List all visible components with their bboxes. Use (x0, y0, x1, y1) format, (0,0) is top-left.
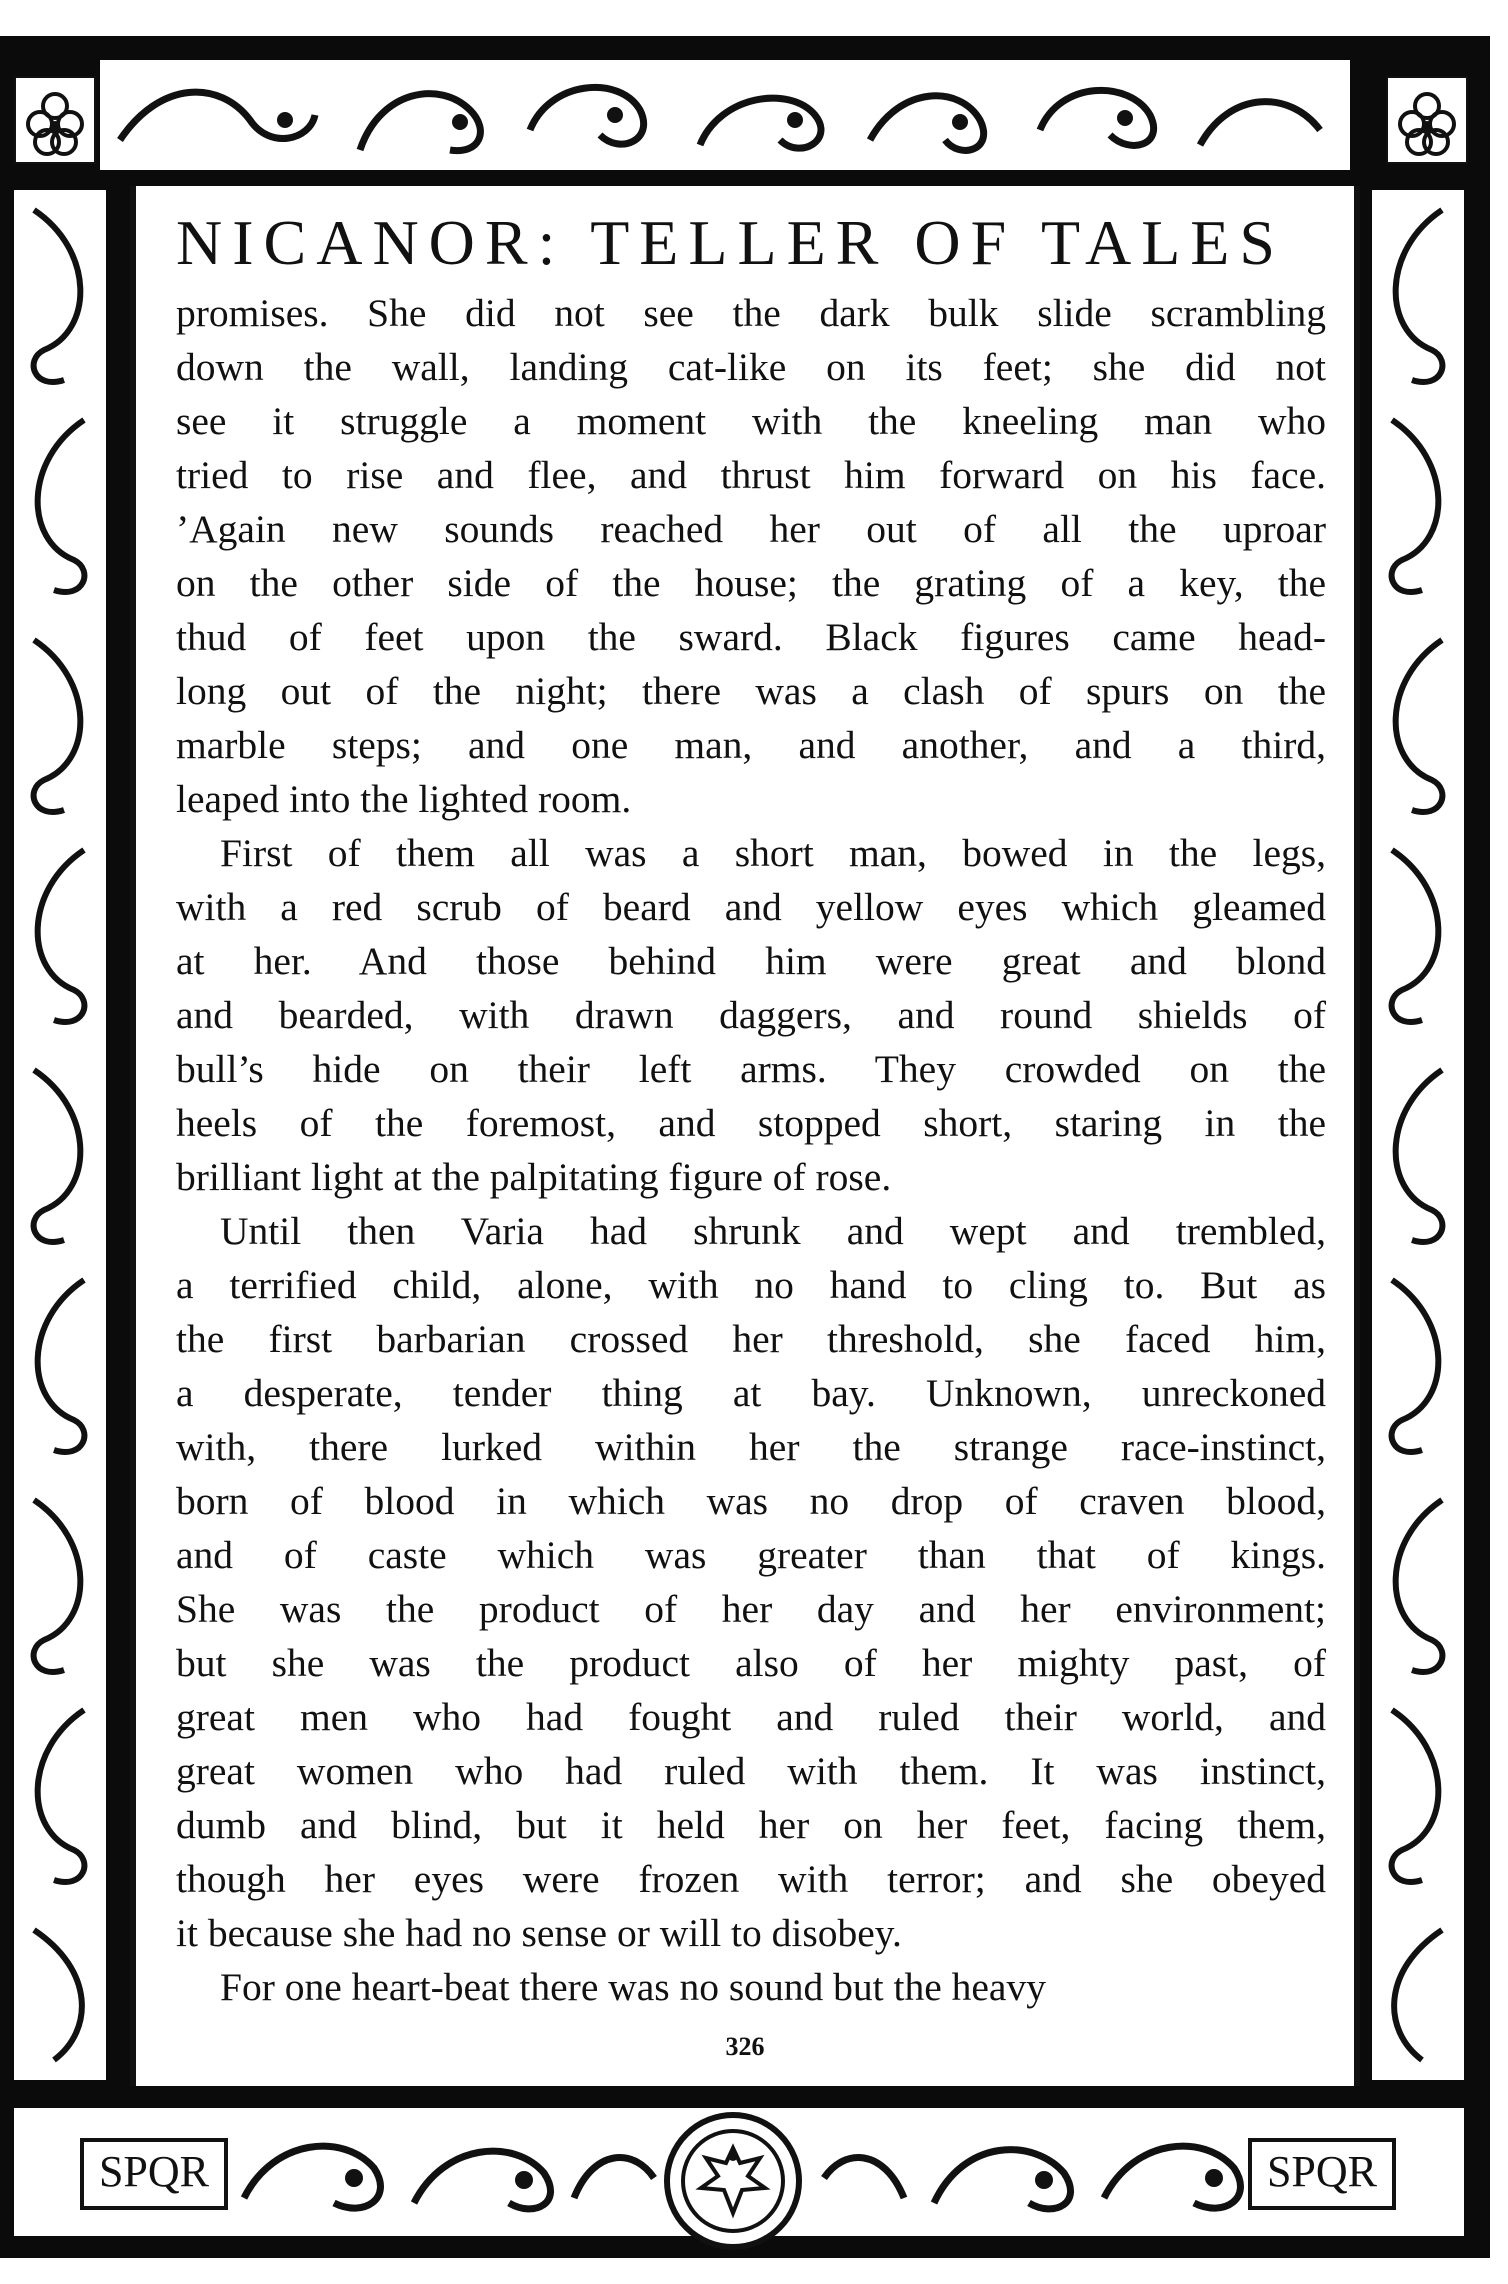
text-line: leaped into the lighted room. (176, 777, 632, 821)
spqr-plaque: SPQR (80, 2138, 228, 2210)
text-line: on the other side of the house; the grating of a key, the (176, 561, 1326, 605)
text-line: brilliant light at the palpitating figure of rose. (176, 1155, 892, 1199)
text-line: a terrified child, alone, with no hand to cling to. But as (176, 1263, 1326, 1307)
text-line: and of caste which was greater than that of kings. (176, 1533, 1326, 1577)
text-line: For one heart-beat there was no sound but the heavy (220, 1965, 1046, 2009)
text-line: with a red scrub of beard and yellow eyes which gleamed (176, 885, 1326, 929)
left-scroll-ornament (14, 190, 106, 2080)
text-line: heels of the foremost, and stopped short, staring in the (176, 1101, 1326, 1145)
text-line: and bearded, with drawn daggers, and round shields of (176, 993, 1326, 1037)
text-line: but she was the product also of her mighty past, of (176, 1641, 1326, 1685)
text-line: the first barbarian crossed her threshold, she faced him, (176, 1317, 1326, 1361)
text-line: First of them all was a short man, bowed in the legs, (220, 831, 1326, 875)
spqr-plaque: SPQR (1248, 2138, 1396, 2210)
page-number: 326 (725, 2032, 765, 2061)
right-scroll-ornament (1372, 190, 1464, 2080)
text-line: see it struggle a moment with the kneeling man who (176, 399, 1326, 443)
text-line: great men who had fought and ruled their world, and (176, 1695, 1326, 1739)
text-line: born of blood in which was no drop of craven blood, (176, 1479, 1326, 1523)
body-text (176, 286, 1326, 2014)
text-line: marble steps; and one man, and another, and a third, (176, 723, 1326, 767)
text-line: Until then Varia had shrunk and wept and trembled, (220, 1209, 1326, 1253)
text-line: it because she had no sense or will to disobey. (176, 1911, 902, 1955)
top-scroll-ornament (100, 60, 1350, 170)
text-line: great women who had ruled with them. It was instinct, (176, 1749, 1326, 1793)
text-line: though her eyes were frozen with terror; and she obeyed (176, 1857, 1326, 1901)
text-line: She was the product of her day and her environment; (176, 1587, 1326, 1631)
eagle-medallion-icon (664, 2112, 802, 2250)
flower-corner-icon (14, 76, 96, 164)
text-line: thud of feet upon the sward. Black figures came head- (176, 615, 1326, 659)
running-head: NICANOR: TELLER OF TALES (176, 207, 1285, 278)
text-line: long out of the night; there was a clash of spurs on the (176, 669, 1326, 713)
text-line: tried to rise and flee, and thrust him forward on his face. (176, 453, 1326, 497)
text-line: promises. She did not see the dark bulk slide scrambling (176, 291, 1326, 335)
text-line: bull’s hide on their left arms. They crowded on the (176, 1047, 1326, 1091)
text-line: with, there lurked within her the strange race-instinct, (176, 1425, 1326, 1469)
text-line: a desperate, tender thing at bay. Unknown, unreckoned (176, 1371, 1326, 1415)
text-line: dumb and blind, but it held her on her feet, facing them, (176, 1803, 1326, 1847)
text-line: ’Again new sounds reached her out of all the uproar (176, 507, 1326, 551)
text-line: down the wall, landing cat-like on its feet; she did not (176, 345, 1326, 389)
page-content (130, 186, 1360, 2086)
flower-corner-icon (1386, 76, 1468, 164)
text-line: at her. And those behind him were great and blond (176, 939, 1326, 983)
